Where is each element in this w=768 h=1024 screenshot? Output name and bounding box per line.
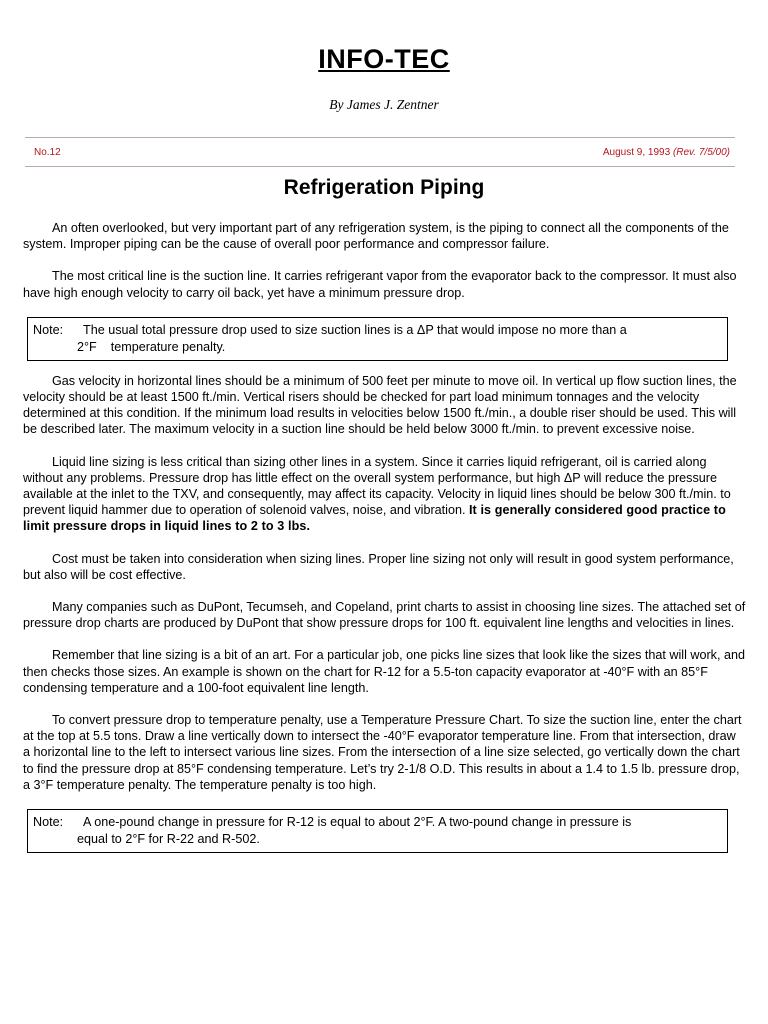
issue-date: [603, 147, 730, 158]
header-rule-bottom: [25, 166, 735, 167]
note-value: 2°F: [77, 339, 97, 354]
paragraph-convert: To convert pressure drop to temperature penalty, use a Temperature Pressure Chart. To size the suction line, enter the chart at the top at 5.5 tons. Draw a line vertically down to intersect the -40°F evaporator temperature line. From that intersection, draw a horizontal line to the left to intersect various line sizes. From the intersection of a line size selected, go vertically down the chart to find the pressure drop at 85°F condensing temperature. Let’s try 2-1/8 O.D. This results in about a 1.4 to 1.5 lb. pressure drop, a 3°F temperature penalty. The temperature penalty is too high.: [23, 713, 742, 792]
emphasis-text: It is generally considered good practice to limit pressure drops in liquid lines to 2 to 3 lbs.: [23, 503, 726, 534]
paragraph-intro: An often overlooked, but very important part of any refrigeration system, is the piping to connect all the components of the system. Improper piping can be the cause of overall poor performance and compressor failure.: [23, 221, 729, 252]
note-line: [33, 322, 723, 339]
paragraph-gas-velocity: Gas velocity in horizontal lines should be a minimum of 500 feet per minute to move oil. In vertical up flow suction lines, the velocity should be at least 1500 ft./min. Vertical risers should be checked for part load minimum tonnages and the velocity determined at this condition. If the minimum load results in velocities below 1500 ft./min., a double riser should be used. This will be described later. The maximum velocity in a suction line should be held below 3000 ft./min. to prevent excessive noise.: [23, 373, 737, 437]
note-label: Note:: [33, 815, 64, 830]
paragraph-text: Liquid line sizing is less critical than sizing other lines in a system. Since it carries liquid refrigerant, oil is carried along without any problems. Pressure drop has little effect on the overall system performance, but high ΔP will reduce the pressure available at the inlet to the TXV, and consequently, may affect its capacity. Velocity in liquid lines should be below 300 ft./min. to prevent liquid hammer due to operation of solenoid valves, noise, and vibration.: [23, 454, 731, 518]
note-text: equal to 2°F for R-22 and R-502.: [77, 832, 260, 847]
paragraph-cost: Cost must be taken into consideration when sizing lines. Proper line sizing not only will result in good system performance, but also will be cost effective.: [23, 551, 734, 582]
article-body: [23, 220, 746, 865]
header-rule-top: [25, 137, 735, 138]
article-title: Refrigeration Piping: [283, 176, 485, 199]
paragraph-liquid-line: [23, 454, 746, 535]
note-line: [33, 831, 723, 848]
paragraph-art: Remember that line sizing is a bit of an art. For a particular job, one picks line sizes that look like the sizes that will work, and then checks those sizes. An example is shown on the chart for R-12 for a 5.5-ton capacity evaporator at -40°F with an 85°F condensing temperature and a 100-foot equivalent line length.: [23, 648, 745, 695]
note-text: The usual total pressure drop used to size suction lines is a ΔP that would impose no more than a: [83, 322, 627, 337]
masthead: INFO-TEC: [318, 44, 450, 74]
note-text: temperature penalty.: [110, 339, 226, 354]
revision-text: (Rev. 7/5/00): [672, 147, 730, 158]
note-box-suction: [27, 317, 728, 361]
note-line: [33, 339, 723, 356]
paragraph-suction-line: The most critical line is the suction line. It carries refrigerant vapor from the evaporator back to the compressor. It must also have high enough velocity to carry oil back, yet have a minimum pressure drop.: [23, 269, 737, 300]
note-line: [33, 814, 723, 831]
note-label: Note:: [33, 322, 64, 337]
byline: By James J. Zentner: [329, 97, 439, 112]
issue-number: No.12: [34, 147, 61, 158]
paragraph-charts: Many companies such as DuPont, Tecumseh, and Copeland, print charts to assist in choosing line sizes. The attached set of pressure drop charts are produced by DuPont that show pressure drops for 100 ft. equivalent line lengths and velocities in lines.: [23, 600, 746, 631]
note-text: A one-pound change in pressure for R-12 is equal to about 2°F. A two-pound change in pressure is: [83, 815, 632, 830]
note-box-pressure: [27, 809, 728, 853]
date-text: August 9, 1993: [602, 147, 671, 158]
